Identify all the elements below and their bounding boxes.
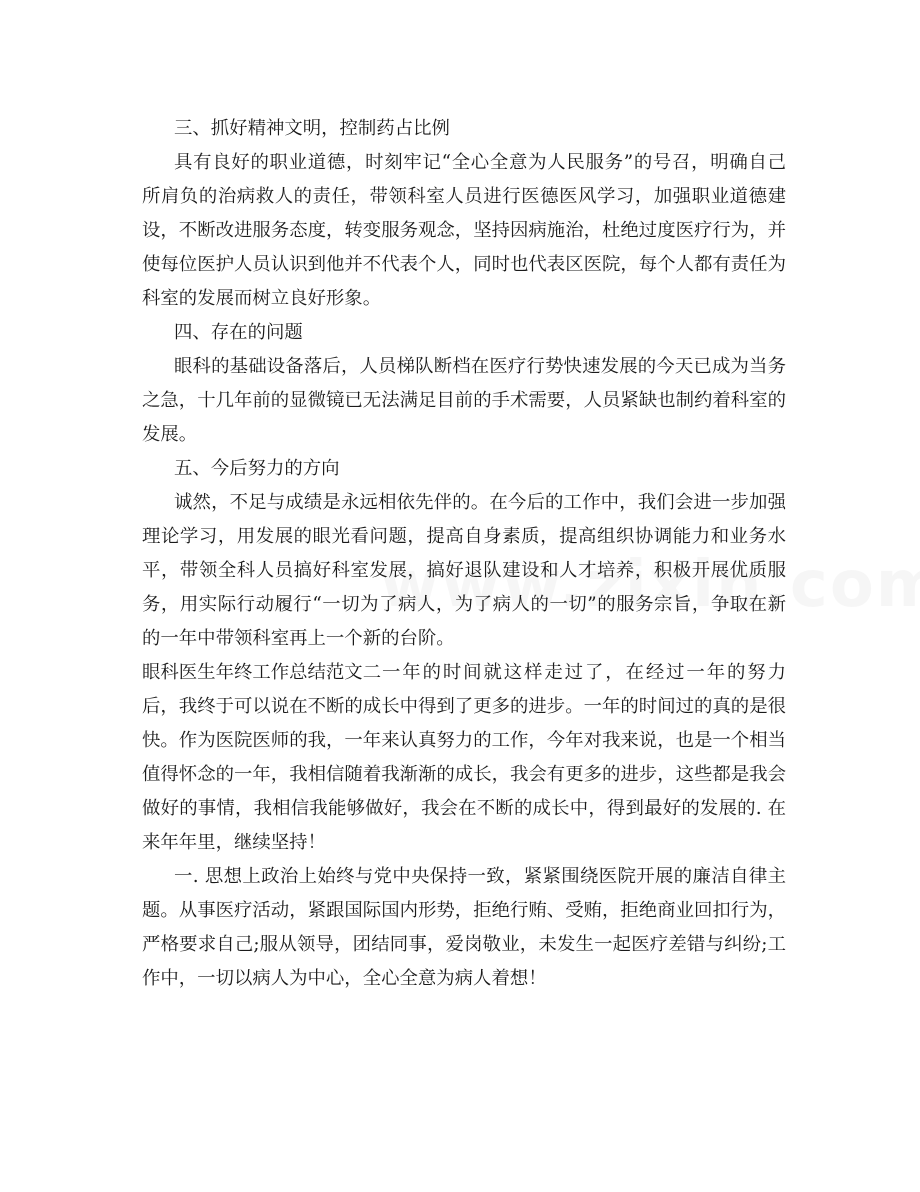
paragraph-line: 务，用实际行动履行“一切为了病人，为了病人的一切”的服务宗旨，争取在新 [142,594,786,615]
paragraph-line: 使每位医护人员认识到他并不代表个人，同时也代表区医院，每个人都有责任为 [142,254,786,275]
paragraph-line: 理论学习，用发展的眼光看问题，提高自身素质，提高组织协调能力和业务水 [142,526,786,547]
paragraph-line: 设，不断改进服务态度，转变服务观念，坚持因病施治，杜绝过度医疗行为，并 [142,220,786,241]
paragraph-line: 值得怀念的一年，我相信随着我渐渐的成长，我会有更多的进步，这些都是我会 [142,764,786,785]
article-title-line [142,656,786,690]
paragraph-line: 来年年里，继续坚持！ [142,832,326,853]
article-title: 眼科医生年终工作总结范文二 [142,662,382,683]
paragraph-line: 一年的时间就这样走过了，在经过一年的努力 [382,662,786,683]
paragraph-line: 具有良好的职业道德，时刻牢记“全心全意为人民服务”的号召，明确自己 [174,152,786,173]
paragraph-line: 作中，一切以病人为中心，全心全意为病人着想！ [142,968,547,989]
paragraph-line: 一. 思想上政治上始终与党中央保持一致，紧紧围绕医院开展的廉洁自律主 [174,866,786,887]
paragraph-line: 做好的事情，我相信我能够做好，我会在不断的成长中，得到最好的发展的. 在 [142,798,786,819]
paragraph-line: 后，我终于可以说在不断的成长中得到了更多的进步。一年的时间过的真的是很 [142,696,786,717]
document-body [142,112,786,996]
paragraph-line: 所肩负的治病救人的责任，带领科室人员进行医德医风学习，加强职业道德建 [142,186,786,207]
paragraph-line: 科室的发展而树立良好形象。 [142,288,382,309]
section-heading-4: 四、存在的问题 [174,322,303,343]
paragraph-line: 之急，十几年前的显微镜已无法满足目前的手术需要，人员紧缺也制约着科室的 [142,390,786,411]
paragraph-line: 平，带领全科人员搞好科室发展，搞好退队建设和人才培养，积极开展优质服 [142,560,786,581]
paragraph-line: 快。作为医院医师的我，一年来认真努力的工作，今年对我来说，也是一个相当 [142,730,786,751]
paragraph-line: 的一年中带领科室再上一个新的台阶。 [142,628,455,649]
section-heading-5: 五、今后努力的方向 [174,458,340,479]
paragraph-line: 严格要求自己;服从领导，团结同事，爱岗敬业，未发生一起医疗差错与纠纷;工 [142,934,786,955]
section-heading-3: 三、抓好精神文明，控制药占比例 [174,118,450,139]
paragraph-line: 发展。 [142,424,198,445]
paragraph-line: 诚然，不足与成绩是永远相依先伴的。在今后的工作中，我们会进一步加强 [174,492,786,513]
paragraph-line: 眼科的基础设备落后，人员梯队断档在医疗行势快速发展的今天已成为当务 [174,356,786,377]
paragraph-line: 题。从事医疗活动，紧跟国际国内形势，拒绝行贿、受贿，拒绝商业回扣行为， [142,900,786,921]
